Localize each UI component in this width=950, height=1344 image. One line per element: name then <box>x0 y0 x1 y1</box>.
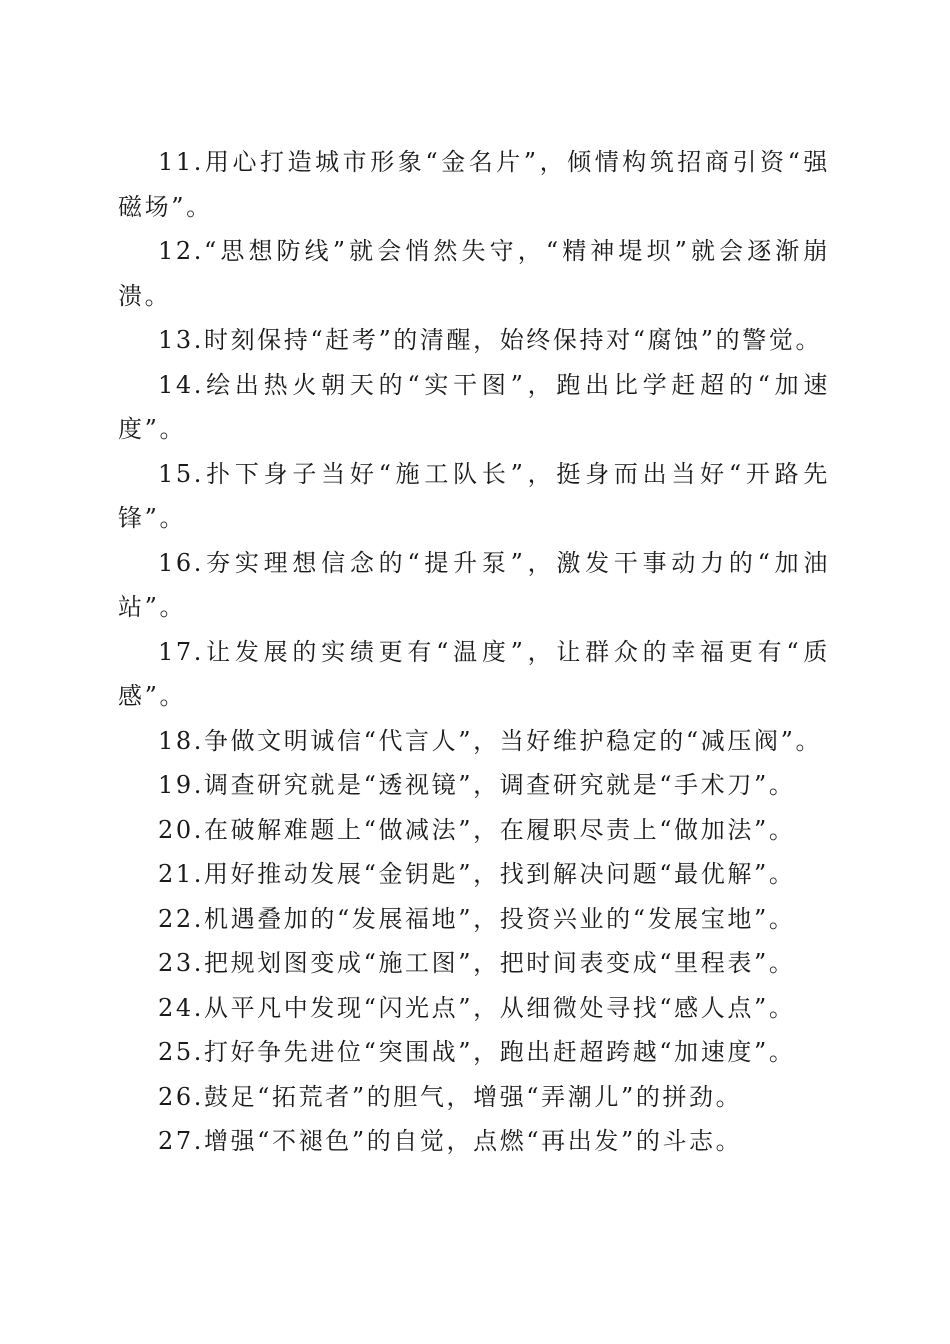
list-item <box>118 229 830 318</box>
item-number: 20. <box>158 815 204 844</box>
item-text: 机遇叠加的“发展福地”，投资兴业的“发展宝地”。 <box>203 904 796 933</box>
list-item <box>118 719 830 764</box>
item-number: 23. <box>158 949 204 977</box>
item-text: 用心打造城市形象“金名片”，倾情构筑招商引资“强磁场”。 <box>118 148 830 221</box>
item-text: 用好推动发展“金钥匙”，找到解决问题“最优解”。 <box>203 860 796 888</box>
list-item <box>118 763 830 808</box>
item-number: 18. <box>158 726 204 755</box>
item-text: “思想防线”就会悄然失守，“精神堤坝”就会逐渐崩溃。 <box>118 237 830 310</box>
list-item <box>118 630 830 719</box>
item-text: 绘出热火朝天的“实干图”，跑出比学赶超的“加速度”。 <box>118 370 830 443</box>
list-item <box>118 897 830 942</box>
item-number: 25. <box>158 1038 204 1066</box>
item-number: 16. <box>158 548 204 577</box>
item-number: 14. <box>158 370 204 399</box>
list-item <box>118 318 830 363</box>
list-item <box>118 1075 830 1120</box>
item-text: 打好争先进位“突围战”，跑出赶超跨越“加速度”。 <box>203 1038 796 1066</box>
list-item <box>118 452 830 541</box>
list-item <box>118 986 830 1031</box>
list-item <box>118 852 830 897</box>
item-number: 19. <box>158 771 204 799</box>
item-number: 13. <box>158 326 204 354</box>
item-number: 27. <box>158 1127 204 1155</box>
item-text: 争做文明诚信“代言人”，当好维护稳定的“减压阀”。 <box>203 726 823 755</box>
phrase-list <box>118 140 830 1164</box>
item-number: 12. <box>158 237 204 265</box>
item-number: 15. <box>158 459 204 488</box>
item-text: 鼓足“拓荒者”的胆气，增强“弄潮儿”的拼劲。 <box>203 1082 743 1111</box>
item-text: 调查研究就是“透视镜”，调查研究就是“手术刀”。 <box>203 771 796 799</box>
item-text: 扑下身子当好“施工队长”，挺身而出当好“开路先锋”。 <box>118 459 830 532</box>
item-text: 从平凡中发现“闪光点”，从细微处寻找“感人点”。 <box>203 993 796 1022</box>
list-item <box>118 363 830 452</box>
item-number: 26. <box>158 1082 204 1111</box>
item-number: 17. <box>158 637 204 666</box>
item-number: 24. <box>158 993 204 1022</box>
item-text: 时刻保持“赶考”的清醒，始终保持对“腐蚀”的警觉。 <box>203 326 823 354</box>
list-item <box>118 808 830 853</box>
item-number: 21. <box>158 860 204 888</box>
list-item <box>118 541 830 630</box>
item-text: 把规划图变成“施工图”，把时间表变成“里程表”。 <box>203 949 796 977</box>
item-text: 在破解难题上“做减法”，在履职尽责上“做加法”。 <box>203 815 796 844</box>
list-item <box>118 1030 830 1075</box>
item-number: 11. <box>158 148 204 176</box>
item-text: 让发展的实绩更有“温度”，让群众的幸福更有“质感”。 <box>118 637 830 710</box>
list-item <box>118 140 830 229</box>
item-text: 夯实理想信念的“提升泵”，激发干事动力的“加油站”。 <box>118 548 830 621</box>
list-item <box>118 941 830 986</box>
list-item <box>118 1119 830 1164</box>
item-text: 增强“不褪色”的自觉，点燃“再出发”的斗志。 <box>203 1127 743 1155</box>
item-number: 22. <box>158 904 204 933</box>
